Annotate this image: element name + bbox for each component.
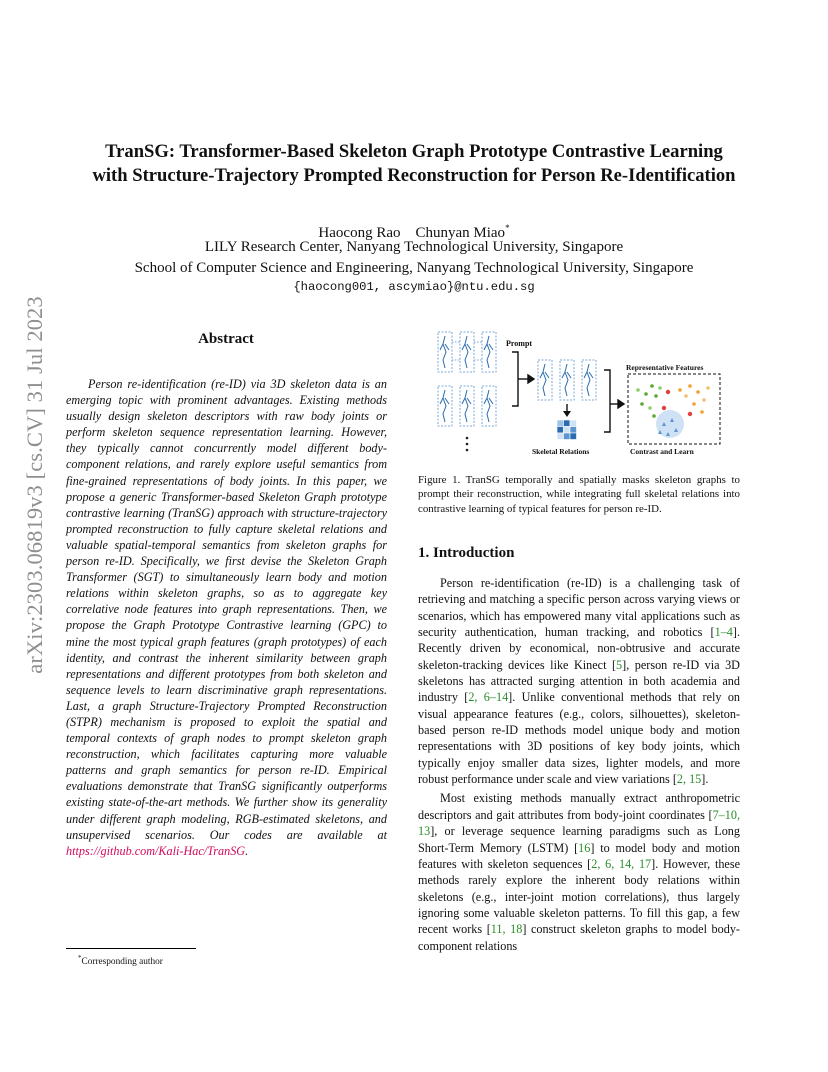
abstract-heading: Abstract bbox=[198, 331, 254, 347]
affiliation-1: LILY Research Center, Nanyang Technological University, Singapore bbox=[204, 239, 624, 255]
intro-p2-text-e: ] construct skeleton graphs to model body-component relations bbox=[418, 922, 740, 953]
citation-link[interactable]: 7–10, 13 bbox=[418, 807, 740, 839]
intro-paragraph-2 bbox=[418, 790, 740, 953]
intro-p1-text-d: ]. Unlike conventional methods that rely on visual appearance features (e.g., colors, silhouettes), skeleton-based person re-ID methods model unique body and motion representations with 3D positions of key body joints, which typically enjoy smaller data sizes, lighter models, and more robust performance under scale and view variations [ bbox=[418, 690, 741, 787]
citation-link[interactable]: 2, 15 bbox=[676, 772, 702, 787]
paper-title bbox=[40, 140, 788, 188]
figure-1 bbox=[432, 330, 762, 462]
feature-clusters bbox=[636, 384, 710, 438]
abstract-body-text: Person re-identification (re-ID) via 3D skeleton data is an emerging topic with prominent advantages. Existing methods usually design skeleton descriptors with raw body joints or perform skeleton sequence representation learning. However, they typically cannot concurrently model different body-component relations, and rarely explore useful semantics from fine-grained representations of body joints. In this paper, we propose a generic Transformer-based Skeleton Graph prototype contrastive learning (TranSG) approach with structure-trajectory prompted reconstruction to fully capture skeletal relations and valuable spatial-temporal semantics from skeleton graphs for person re-ID. Specifically, we first devise the Skeleton Graph Transformer (SGT) to simultaneously learn body and motion relations within skeleton graphs, so as to aggregate key correlative node features into graph representations. Then, we propose the Graph Prototype Contrastive learning (GPC) to mine the most typical graph features (graph prototypes) of each identity, and contrast the inherent similarity between graph representations and different prototypes from both skeleton and sequence levels to learn discriminative graph representations. Last, a graph Structure-Trajectory Prompted Reconstruction (STPR) mechanism is proposed to exploit the spatial and temporal contexts of graph nodes to prompt skeleton graph reconstruction, which facilitates capturing more valuable patterns and graph semantics for person re-ID. Empirical evaluations demonstrate that TranSG significantly outperforms existing state-of-the-art methods. We further show its generality under different graph modeling, RGB-estimated skeletons, and unsupervised scenarios. Our codes are available at bbox=[66, 377, 387, 842]
figure-label-representative: Representative Features bbox=[626, 363, 704, 372]
affiliation-2: School of Computer Science and Engineering, Nanyang Technological University, Singapore bbox=[134, 260, 694, 276]
bracket-arrow-1 bbox=[512, 352, 534, 406]
intro-p1-text-b: ]. Recently driven by economical, non-obtrusive and accurate skeleton-tracking devices like Kinect [ bbox=[418, 625, 740, 672]
citation-link[interactable]: 11, 18 bbox=[490, 922, 523, 937]
intro-p2-text-c: ] to model body and motion features with skeleton sequences [ bbox=[418, 840, 740, 871]
figure-1-caption: Figure 1. TranSG temporally and spatially masks skeleton graphs to prompt their reconstruction, while integrating full skeletal relations into contrastive learning of typical features for person re-ID. bbox=[418, 474, 740, 515]
intro-p1-text-e: ]. bbox=[701, 772, 709, 787]
footnote-mark: * bbox=[78, 954, 82, 962]
figure-label-contrast: Contrast and Learn bbox=[630, 447, 694, 456]
introduction-body bbox=[418, 575, 740, 957]
reconstructed-skeletons bbox=[538, 360, 596, 400]
intro-p2-text-d: ]. However, these methods rarely explore the inherent body relations within skeletons (e.g., inter-joint motion correlations), thus largely ignoring some valuable skeleton patterns. To fill this gap, a few recent works [ bbox=[418, 856, 740, 937]
abstract-end: . bbox=[245, 843, 249, 858]
author-email: {haocong001, ascymiao}@ntu.edu.sg bbox=[293, 280, 535, 294]
author-1: Haocong Rao bbox=[318, 225, 401, 241]
figure-1-diagram bbox=[432, 330, 762, 462]
code-link[interactable]: https://github.com/Kali-Hac/TranSG bbox=[66, 843, 246, 858]
corresponding-mark: * bbox=[505, 223, 510, 233]
masked-skeleton-grid bbox=[438, 332, 496, 426]
citation-link[interactable]: 5 bbox=[616, 657, 623, 672]
title-line-1: TranSG: Transformer-Based Skeleton Graph Prototype Contrastive Learning bbox=[105, 141, 723, 162]
figure-label-prompt: Prompt bbox=[506, 339, 533, 348]
citation-link[interactable]: 2, 6–14 bbox=[468, 690, 509, 705]
footnote-rule bbox=[66, 948, 196, 949]
down-arrow-icon bbox=[563, 404, 571, 417]
introduction-heading: 1. Introduction bbox=[418, 545, 515, 561]
arxiv-identifier-stamp bbox=[22, 295, 48, 675]
title-line-2: with Structure-Trajectory Prompted Reconstruction for Person Re-Identification bbox=[92, 165, 736, 186]
vertical-ellipsis-icon bbox=[466, 437, 469, 452]
relation-matrix bbox=[557, 420, 577, 440]
figure-label-skeletal: Skeletal Relations bbox=[532, 447, 590, 456]
citation-link[interactable]: 16 bbox=[578, 840, 591, 855]
citation-link[interactable]: 2, 6, 14, 17 bbox=[591, 856, 652, 871]
intro-p1-text-c: ], person re-ID via 3D skeletons has attracted surging attention in both academia and industry [ bbox=[418, 657, 740, 705]
intro-p1-text-a: Person re-identification (re-ID) is a challenging task of retrieving and matching a specific person across varying views or scenarios, which has empowered many vital applications such as security authentication, human tracking, and robotics [ bbox=[418, 576, 740, 640]
footnote-text: Corresponding author bbox=[81, 957, 163, 968]
citation-link[interactable]: 1–4 bbox=[714, 625, 733, 640]
intro-p2-text-a: Most existing methods manually extract anthropometric descriptors and gait attributes from body-joint coordinates [ bbox=[418, 791, 740, 822]
footnote bbox=[78, 952, 163, 968]
author-2: Chunyan Miao bbox=[415, 225, 506, 241]
intro-p2-text-b: ], or leverage sequence learning paradigms such as Long Short-Term Memory (LSTM) [ bbox=[418, 824, 740, 855]
intro-paragraph-1 bbox=[418, 575, 740, 787]
arxiv-stamp-text: arXiv:2303.06819v3 [cs.CV] 31 Jul 2023 bbox=[22, 296, 47, 674]
abstract-text bbox=[66, 376, 387, 859]
bracket-arrow-2 bbox=[604, 370, 624, 432]
